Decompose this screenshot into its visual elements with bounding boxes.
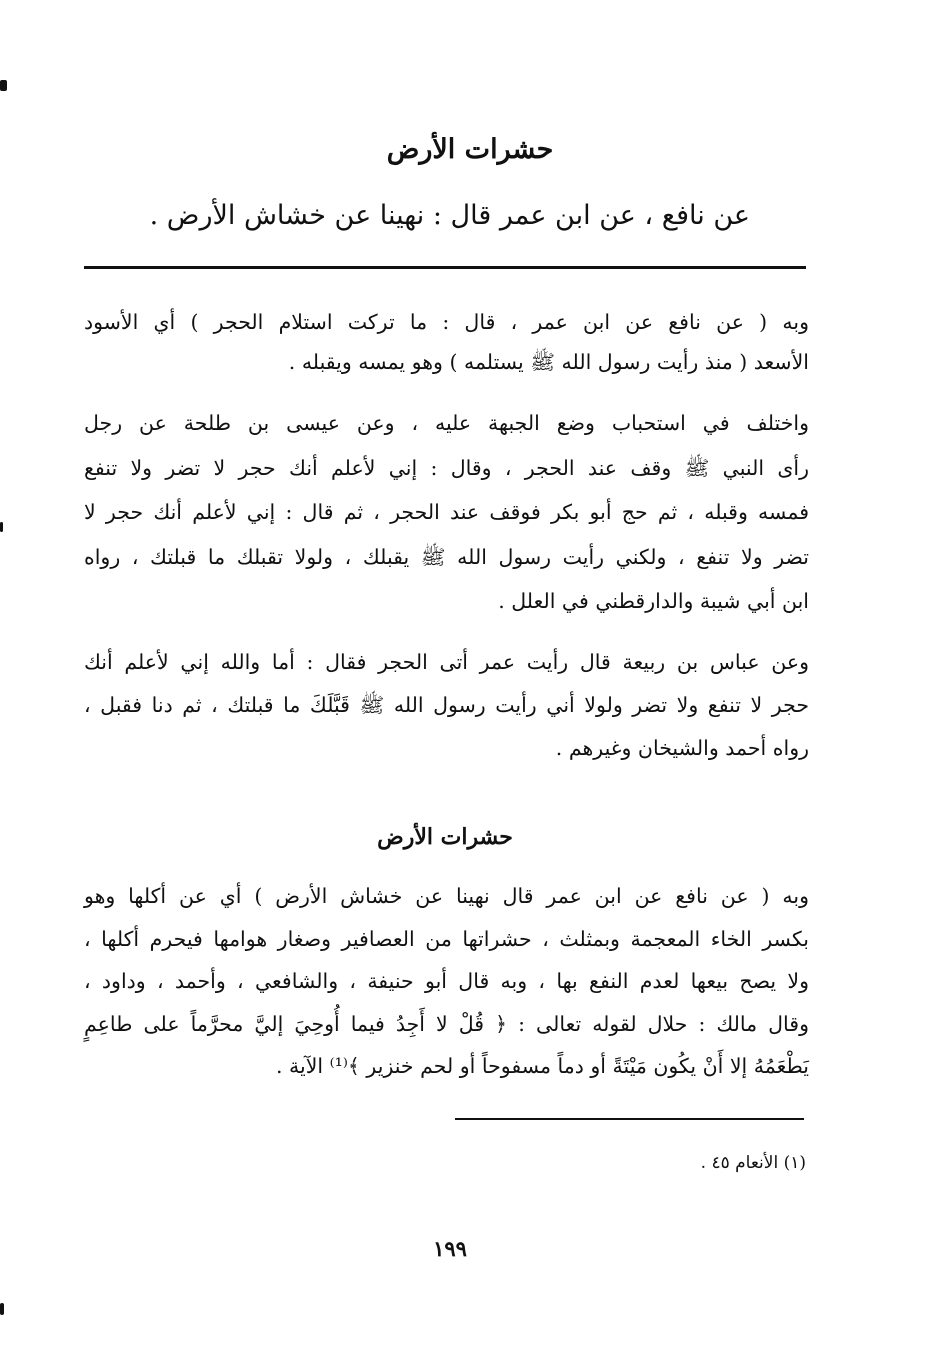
commentary-line: رواه أحمد والشيخان وغيرهم .: [555, 736, 809, 760]
commentary-line: وبه ( عن نافع عن ابن عمر قال نهينا عن خشاش الأرض ) أي عن أكلها وهو: [84, 884, 809, 908]
commentary-line: بكسر الخاء المعجمة وبمثلث ، حشراتها من العصافير وصغار هوامها فيحرم أكلها ،: [84, 926, 809, 951]
commentary-line: ابن أبي شيبة والدارقطني في العلل .: [498, 589, 809, 613]
commentary-paragraph-4: [84, 875, 809, 1088]
commentary-line: الأسعد ( منذ رأيت رسول الله ﷺ يستلمه ) وهو يمسه ويقبله .: [288, 350, 809, 374]
scan-edge-mark-bottom: [0, 1303, 4, 1315]
footnote: (١) الأنعام ٤٥ .: [700, 1153, 806, 1173]
commentary-line: ولا يصح بيعها لعدم النفع بها ، وبه قال أبو حنيفة ، والشافعي ، وأحمد ، وداود ،: [84, 969, 809, 993]
commentary-line: تضر ولا تنفع ، ولكني رأيت رسول الله ﷺ يقبلك ، ولولا تقبلك ما قبلتك ، رواه: [84, 544, 809, 569]
commentary-line: حجر لا تنفع ولا تضر ولولا أني رأيت رسول الله ﷺ قَبَّلَكَ ما قبلتك ، ثم دنا فقبل ،: [84, 693, 809, 717]
commentary-line: وبه ( عن نافع عن ابن عمر ، قال : ما تركت استلام الحجر ) أي الأسود: [84, 310, 809, 334]
hadith-text: عن نافع ، عن ابن عمر قال : نهينا عن خشاش الأرض .: [149, 200, 750, 231]
page-number: ١٩٩: [433, 1236, 467, 1261]
commentary-line: رأى النبي ﷺ وقف عند الحجر ، وقال : إني لأعلم أنك حجر لا تضر ولا تنفع: [84, 455, 809, 480]
commentary-paragraph-1: [84, 302, 809, 382]
commentary-line: فمسه وقبله ، ثم حج أبو بكر فوقف عند الحجر ، ثم قال : إني لأعلم أنك حجر لا: [84, 500, 809, 524]
commentary-line: وعن عباس بن ربيعة قال رأيت عمر أتى الحجر فقال : أما والله إني لأعلم أنك: [84, 650, 809, 674]
commentary-line: يَطْعَمُهُ إلا أَنْ يكُون مَيْتَةً أو دماً مسفوحاً أو لحم خنزير ﴾⁽¹⁾ الآية .: [275, 1054, 809, 1078]
scan-edge-mark-middle: [0, 522, 3, 532]
scan-edge-mark-top: [0, 80, 7, 91]
commentary-line: وقال مالك : حلال لقوله تعالى : ﴿ قُلْ لا أَجِدُ فيما أُوحِيَ إليَّ محرَّماً على طاعِمٍ: [84, 1011, 809, 1036]
chapter-title: حشرات الأرض: [386, 134, 554, 165]
commentary-paragraph-2: [84, 401, 809, 624]
text-separator-rule: [84, 266, 806, 269]
section-title: حشرات الأرض: [377, 824, 513, 850]
commentary-paragraph-3: [84, 641, 809, 770]
footnote-separator-rule: [455, 1118, 804, 1120]
commentary-line: واختلف في استحباب وضع الجبهة عليه ، وعن عيسى بن طلحة عن رجل: [84, 411, 809, 435]
